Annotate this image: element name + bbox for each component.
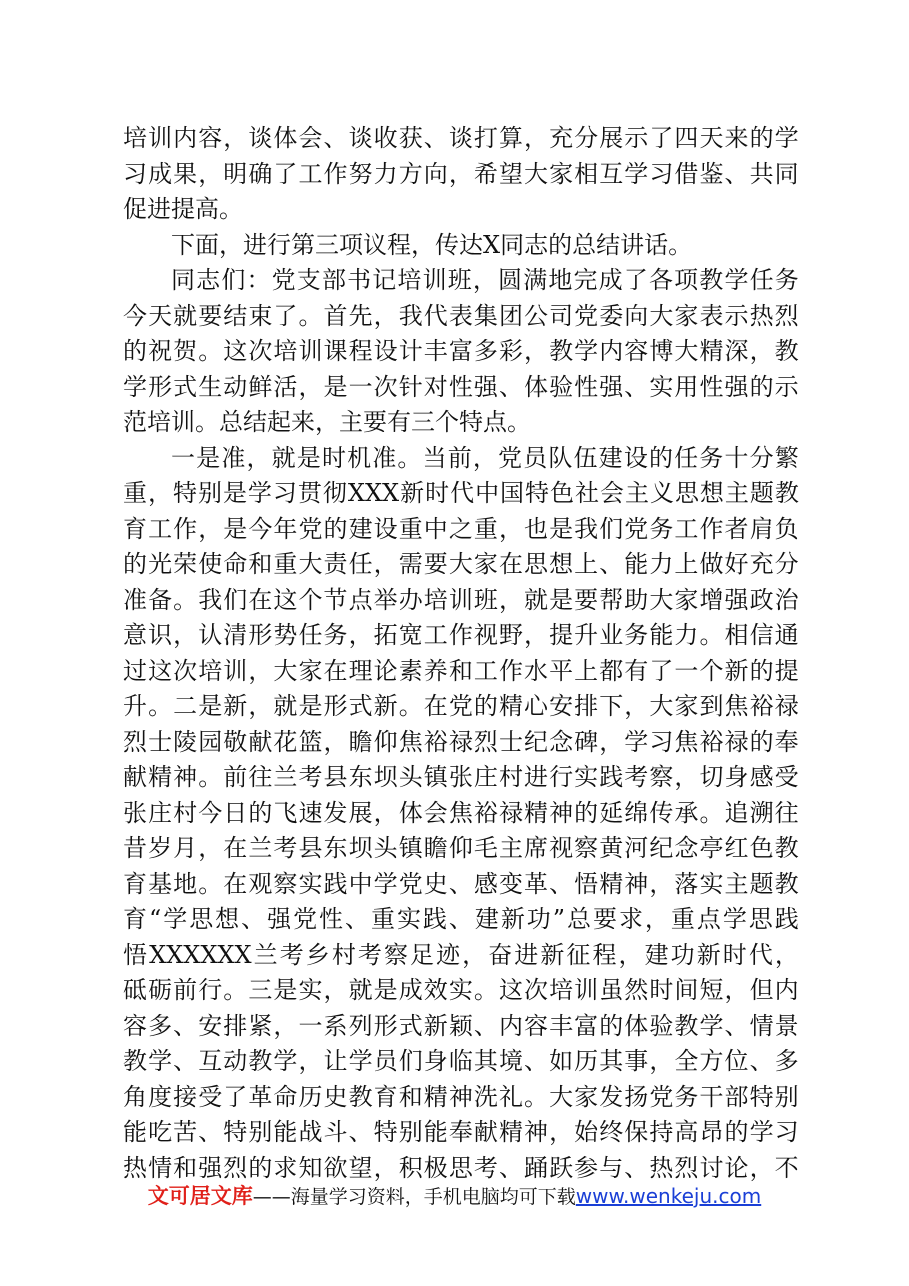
text-line: 下面，进行第三项议程，传达X同志的总结讲话。 xyxy=(171,230,693,259)
text-line: 一 是 准 ， 就 是 时 机 准 。 当 前 ， 党 员 队 伍 建 设 的 任 务 十 分 繁 xyxy=(171,443,799,472)
text-line: 昔 岁 月 ， 在 兰 考 县 东 坝 头 镇 瞻 仰 毛 主 席 视 察 黄 河 纪 念 亭 红 色 教 xyxy=(123,834,799,862)
text-line: 张 庄 村 今 日 的 飞 速 发 展 ， 体 会 焦 裕 禄 精 神 的 延 绵 传 承 。 追 溯 往 xyxy=(123,798,799,827)
text-line: 过 这 次 培 训 ， 大 家 在 理 论 素 养 和 工 作 水 平 上 都 有 了 一 个 新 的 提 xyxy=(123,656,799,685)
text-line: 献 精 神 。 前 往 兰 考 县 东 坝 头 镇 张 庄 村 进 行 实 践 考 察 ， 切 身 感 受 xyxy=(123,763,799,791)
footer-url-link[interactable]: www.wenkeju.com xyxy=(575,1184,762,1208)
document-body xyxy=(123,121,799,1186)
text-line: 育 基 地 。 在 观 察 实 践 中 学 党 史 、 感 变 革 、 悟 精 神 ， 落 实 主 题 教 xyxy=(123,869,799,898)
text-line: 悟 XXXXXX 兰 考 乡 村 考 察 足 迹 ， 奋 进 新 征 程 ， 建 功 新 时 代 ， xyxy=(123,940,799,969)
text-line: 意 识 ， 认 清 形 势 任 务 ， 拓 宽 工 作 视 野 ， 提 升 业 务 能 力 。 相 信 通 xyxy=(123,621,799,649)
text-line: 学 形 式 生 动 鲜 活 ， 是 一 次 针 对 性 强 、 体 验 性 强 、 实 用 性 强 的 示 xyxy=(123,372,799,401)
text-line: 角 度 接 受 了 革 命 历 史 教 育 和 精 神 洗 礼 。 大 家 发 扬 党 务 干 部 特 别 xyxy=(123,1082,799,1111)
text-line: 习 成 果 ， 明 确 了 工 作 努 力 方 向 ， 希 望 大 家 相 互 学 习 借 鉴 、 共 同 xyxy=(123,159,799,188)
text-line: 的 光 荣 使 命 和 重 大 责 任 ， 需 要 大 家 在 思 想 上 、 能 力 上 做 好 充 分 xyxy=(123,550,799,578)
text-line: 范培训。总结起来，主要有三个特点。 xyxy=(123,408,531,436)
footer-brand: 文可居文库 xyxy=(147,1184,253,1208)
text-line: 热 情 和 强 烈 的 求 知 欲 望 ， 积 极 思 考 、 踊 跃 参 与 、 热 烈 讨 论 ， 不 xyxy=(123,1153,799,1182)
text-line: 的 祝 贺 。 这 次 培 训 课 程 设 计 丰 富 多 彩 ， 教 学 内 容 博 大 精 深 ， 教 xyxy=(123,337,799,365)
text-line: 同 志 们 ： 党 支 部 书 记 培 训 班 ， 圆 满 地 完 成 了 各 项 教 学 任 务 xyxy=(171,266,799,294)
text-line: 烈 士 陵 园 敬 献 花 篮 ， 瞻 仰 焦 裕 禄 烈 士 纪 念 碑 ， 学 习 焦 裕 禄 的 奉 xyxy=(123,727,799,756)
text-line: 育 “ 学 思 想 、 强 党 性 、 重 实 践 、 建 新 功 ” 总 要 求 ， 重 点 学 思 践 xyxy=(123,905,799,933)
text-line: 准 备 。 我 们 在 这 个 节 点 举 办 培 训 班 ， 就 是 要 帮 助 大 家 增 强 政 治 xyxy=(123,585,799,614)
text-line: 砥 砺 前 行 。 三 是 实 ， 就 是 成 效 实 。 这 次 培 训 虽 然 时 间 短 ， 但 内 xyxy=(123,976,799,1004)
footer-slogan: ——海量学习资料，手机电脑均可下载 xyxy=(252,1186,576,1208)
text-line: 重 ， 特 别 是 学 习 贯 彻 XXX 新 时 代 中 国 特 色 社 会 主 义 思 想 主 题 教 xyxy=(123,479,799,507)
text-line: 升 。 二 是 新 ， 就 是 形 式 新 。 在 党 的 精 心 安 排 下 ， 大 家 到 焦 裕 禄 xyxy=(123,692,799,720)
text-line: 教 学 、 互 动 教 学 ， 让 学 员 们 身 临 其 境 、 如 历 其 事 ， 全 方 位 、 多 xyxy=(123,1047,799,1075)
text-line: 育 工 作 ， 是 今 年 党 的 建 设 重 中 之 重 ， 也 是 我 们 党 务 工 作 者 肩 负 xyxy=(123,514,799,543)
text-line: 今 天 就 要 结 束 了 。 首 先 ， 我 代 表 集 团 公 司 党 委 向 大 家 表 示 热 烈 xyxy=(123,301,799,330)
watermark-footer xyxy=(0,1182,909,1211)
text-line: 促进提高。 xyxy=(123,195,243,223)
text-line: 能 吃 苦 、 特 别 能 战 斗 、 特 别 能 奉 献 精 神 ， 始 终 保 持 高 昂 的 学 习 xyxy=(123,1118,799,1146)
text-line: 容 多 、 安 排 紧 ， 一 系 列 形 式 新 颖 、 内 容 丰 富 的 体 验 教 学 、 情 景 xyxy=(123,1011,799,1040)
text-line: 培 训 内 容 ， 谈 体 会 、 谈 收 获 、 谈 打 算 ， 充 分 展 示 了 四 天 来 的 学 xyxy=(123,124,799,152)
